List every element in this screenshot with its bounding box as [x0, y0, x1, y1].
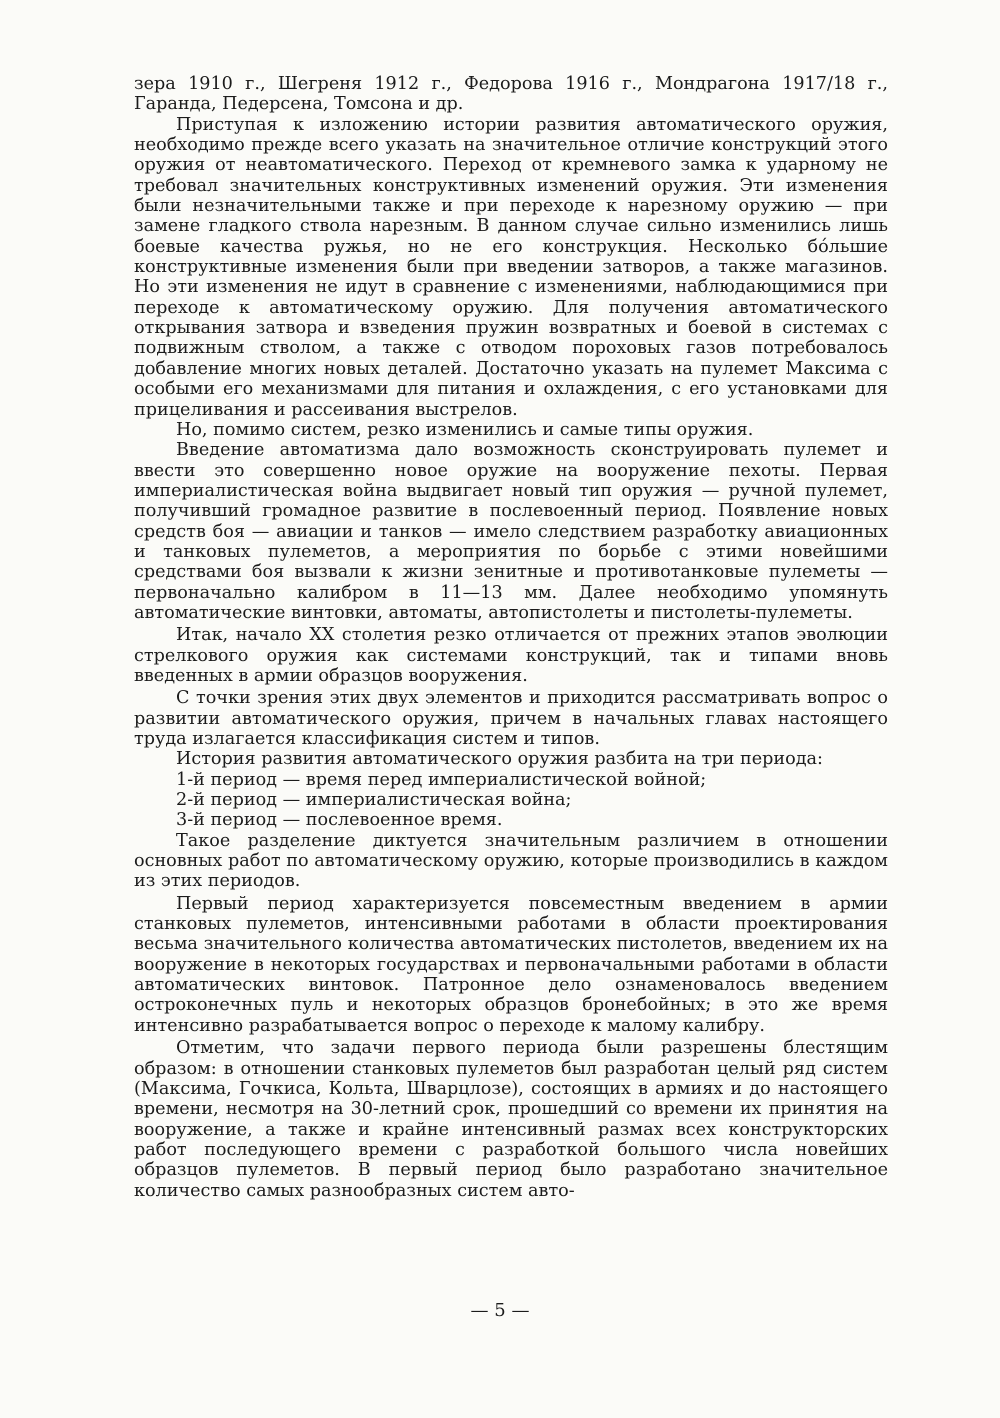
page-number: — 5 —: [470, 1300, 530, 1321]
body-text: [134, 74, 888, 1201]
paragraph: Такое разделение диктуется значительным различием в отношении основных работ по автоматическому оружию, которые производились в каждом из этих периодов.: [134, 830, 888, 892]
paragraph: Введение автоматизма дало возможность сконструировать пулемет и ввести это совершенно новое оружие на вооружение пехоты. Первая империалистическая война выдвигает новый тип оружия — ручной пулемет, получивший громадное развитие в послевоенный период. Появление новых средств боя — авиации и танков — имело следствием разработку авиационных и танковых пулеметов, а мероприятия по борьбе с этими новейшими средствами боя вызвали к жизни зенитные и противотанковые пулеметы — первоначально калибром в 11—13 мм. Далее необходимо упомянуть автоматические винтовки, автоматы, автопистолеты и пистолеты-пулеметы.: [134, 440, 888, 623]
paragraph-continuation: зера 1910 г., Шегреня 1912 г., Федорова 1916 г., Мондрагона 1917/18 г., Гаранда, Педерсена, Томсона и др.: [134, 74, 888, 115]
paragraph: Отметим, что задачи первого периода были разрешены блестящим образом: в отношении станковых пулеметов был разработан целый ряд систем (Максима, Гочкиса, Кольта, Шварцлозе), состоящих в армиях и до настоящего времени, несмотря на 30-летний срок, прошедший со времени их принятия на вооружение, а также и крайне интенсивный размах всех конструкторских работ последующего времени с разработкой большого числа новейших образцов пулеметов. В первый период было разработано значительное количество самых разнообразных систем авто-: [134, 1038, 888, 1201]
paragraph: С точки зрения этих двух элементов и приходится рассматривать вопрос о развитии автоматического оружия, причем в начальных главах настоящего труда излагается классификация систем и типов.: [134, 688, 888, 749]
paragraph: Итак, начало XX столетия резко отличается от прежних этапов эволюции стрелкового оружия как системами конструкций, так и типами вновь введенных в армии образцов вооружения.: [134, 625, 888, 686]
period-list-item: 1-й период — время перед империалистической войной;: [176, 769, 707, 790]
period-list-item: 3-й период — послевоенное время.: [176, 810, 503, 831]
paragraph: Но, помимо систем, резко изменились и самые типы оружия.: [176, 419, 754, 440]
period-list-item: 2-й период — империалистическая война;: [176, 790, 572, 811]
paragraph: История развития автоматического оружия разбита на три периода:: [176, 749, 823, 770]
paragraph: Приступая к изложению истории развития автоматического оружия, необходимо прежде всего указать на значительное отличие конструкций этого оружия от неавтоматического. Переход от кремневого замка к ударному не требовал значительных конструктивных изменений оружия. Эти изменения были незначительными также и при переходе к нарезному оружию — при замене гладкого ствола нарезным. В данном случае сильно изменились лишь боевые качества ружья, но не его конструкция. Несколько бо́льшие конструктивные изменения были при введении затворов, а также магазинов. Но эти изменения не идут в сравнение с изменениями, наблюдающимися при переходе к автоматическому оружию. Для получения автоматического открывания затвора и взведения пружин возвратных и боевой в системах с подвижным стволом, а также с отводом пороховых газов потребовалось добавление многих новых деталей. Достаточно указать на пулемет Максима с особыми его механизмами для питания и охлаждения, с его установками для прицеливания и рассеивания выстрелов.: [134, 114, 888, 420]
paragraph: Первый период характеризуется повсеместным введением в армии станковых пулеметов, интенсивными работами в области проектирования весьма значительного количества автоматических пистолетов, введением их на вооружение в некоторых государствах и первоначальными работами в области автоматических винтовок. Патронное дело ознаменовалось введением остроконечных пуль и некоторых образцов бронебойных; в это же время интенсивно разрабатывается вопрос о переходе к малому калибру.: [134, 893, 888, 1036]
